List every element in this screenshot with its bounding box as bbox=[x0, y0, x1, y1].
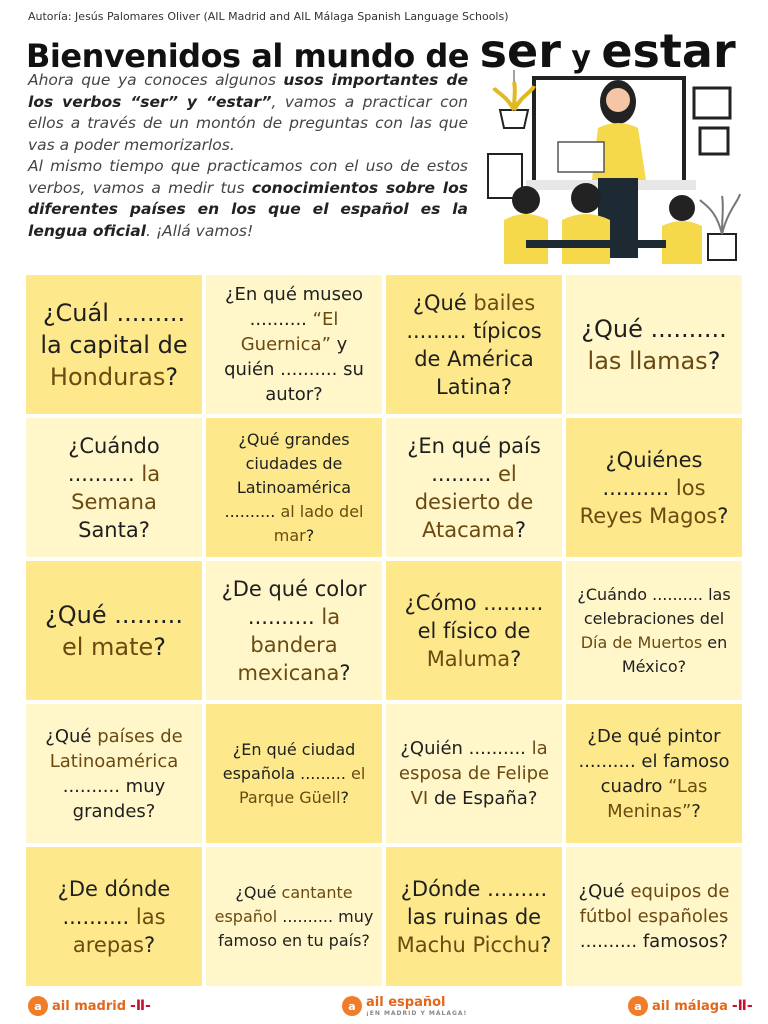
classroom-illustration bbox=[486, 70, 742, 264]
question-card: ¿Qué ......... el mate? bbox=[26, 561, 202, 700]
intro-p2-a: Al mismo tiempo que practicamos con el uso de estos verbos, vamos a medir tus bbox=[28, 157, 468, 197]
cervantes-icon: -Ⅱ- bbox=[731, 998, 753, 1014]
title-part1: Bienvenidos al mundo de bbox=[26, 37, 480, 75]
intro-p1-bold: usos importantes de los verbos “ser” y “estar” bbox=[28, 71, 468, 111]
question-card: ¿Cuándo .......... la Semana Santa? bbox=[26, 418, 202, 557]
question-grid bbox=[26, 275, 742, 986]
question-card: ¿Cómo ......... el físico de Maluma? bbox=[386, 561, 562, 700]
espanol-logo-text: ail español bbox=[366, 995, 446, 1010]
question-card: ¿Qué bailes ......... típicos de América Latina? bbox=[386, 275, 562, 414]
ail-logo-icon: a bbox=[342, 996, 362, 1016]
question-card: ¿Qué equipos de fútbol españoles .......... famosos? bbox=[566, 847, 742, 986]
question-card: ¿Dónde ......... las ruinas de Machu Picchu? bbox=[386, 847, 562, 986]
question-card: ¿Quiénes .......... los Reyes Magos? bbox=[566, 418, 742, 557]
question-card: ¿Cuál ......... la capital de Honduras? bbox=[26, 275, 202, 414]
question-card: ¿De qué pintor .......... el famoso cuadro “Las Meninas”? bbox=[566, 704, 742, 843]
author-credit: Autoría: Jesús Palomares Oliver (AIL Madrid and AIL Málaga Spanish Language Schools) bbox=[28, 10, 509, 23]
intro-p2-bold: conocimientos sobre los diferentes países en los que el español es la lengua oficial bbox=[28, 178, 468, 240]
ail-logo-icon: a bbox=[28, 996, 48, 1016]
footer-logo-espanol[interactable] bbox=[342, 994, 467, 1018]
question-card: ¿Qué cantante español .......... muy famoso en tu país? bbox=[206, 847, 382, 986]
footer-logo-madrid[interactable] bbox=[28, 994, 151, 1018]
ail-logo-icon: a bbox=[628, 996, 648, 1016]
malaga-logo-text: ail málaga bbox=[652, 998, 728, 1014]
footer-logo-malaga[interactable] bbox=[628, 994, 753, 1018]
intro-p1-a: Ahora que ya conoces algunos bbox=[28, 71, 284, 89]
madrid-logo-text: ail madrid bbox=[52, 998, 127, 1014]
intro-text bbox=[28, 70, 468, 242]
question-card: ¿Cuándo .......... las celebraciones del Día de Muertos en México? bbox=[566, 561, 742, 700]
espanol-logo-sub: ¡EN MADRID Y MÁLAGA! bbox=[366, 1010, 468, 1017]
title-ser: ser bbox=[479, 24, 561, 78]
cervantes-icon: -Ⅱ- bbox=[130, 998, 151, 1014]
question-card: ¿Qué .......... las llamas? bbox=[566, 275, 742, 414]
title-y: y bbox=[560, 40, 602, 75]
intro-p1-c: , vamos a practicar con ellos a través de un montón de preguntas con las que vas a poder memorizarlos. bbox=[28, 92, 468, 154]
question-card: ¿De dónde .......... las arepas? bbox=[26, 847, 202, 986]
title-estar: estar bbox=[601, 24, 736, 78]
intro-p2-c: . ¡Allá vamos! bbox=[145, 221, 254, 240]
question-card: ¿En qué país ......... el desierto de Atacama? bbox=[386, 418, 562, 557]
question-card: ¿En qué museo .......... “El Guernica” y quién .......... su autor? bbox=[206, 275, 382, 414]
question-card: ¿De qué color .......... la bandera mexicana? bbox=[206, 561, 382, 700]
question-card: ¿Qué grandes ciudades de Latinoamérica .......... al lado del mar? bbox=[206, 418, 382, 557]
question-card: ¿En qué ciudad española ......... el Parque Güell? bbox=[206, 704, 382, 843]
question-card: ¿Quién .......... la esposa de Felipe VI de España? bbox=[386, 704, 562, 843]
question-card: ¿Qué países de Latinoamérica .......... muy grandes? bbox=[26, 704, 202, 843]
